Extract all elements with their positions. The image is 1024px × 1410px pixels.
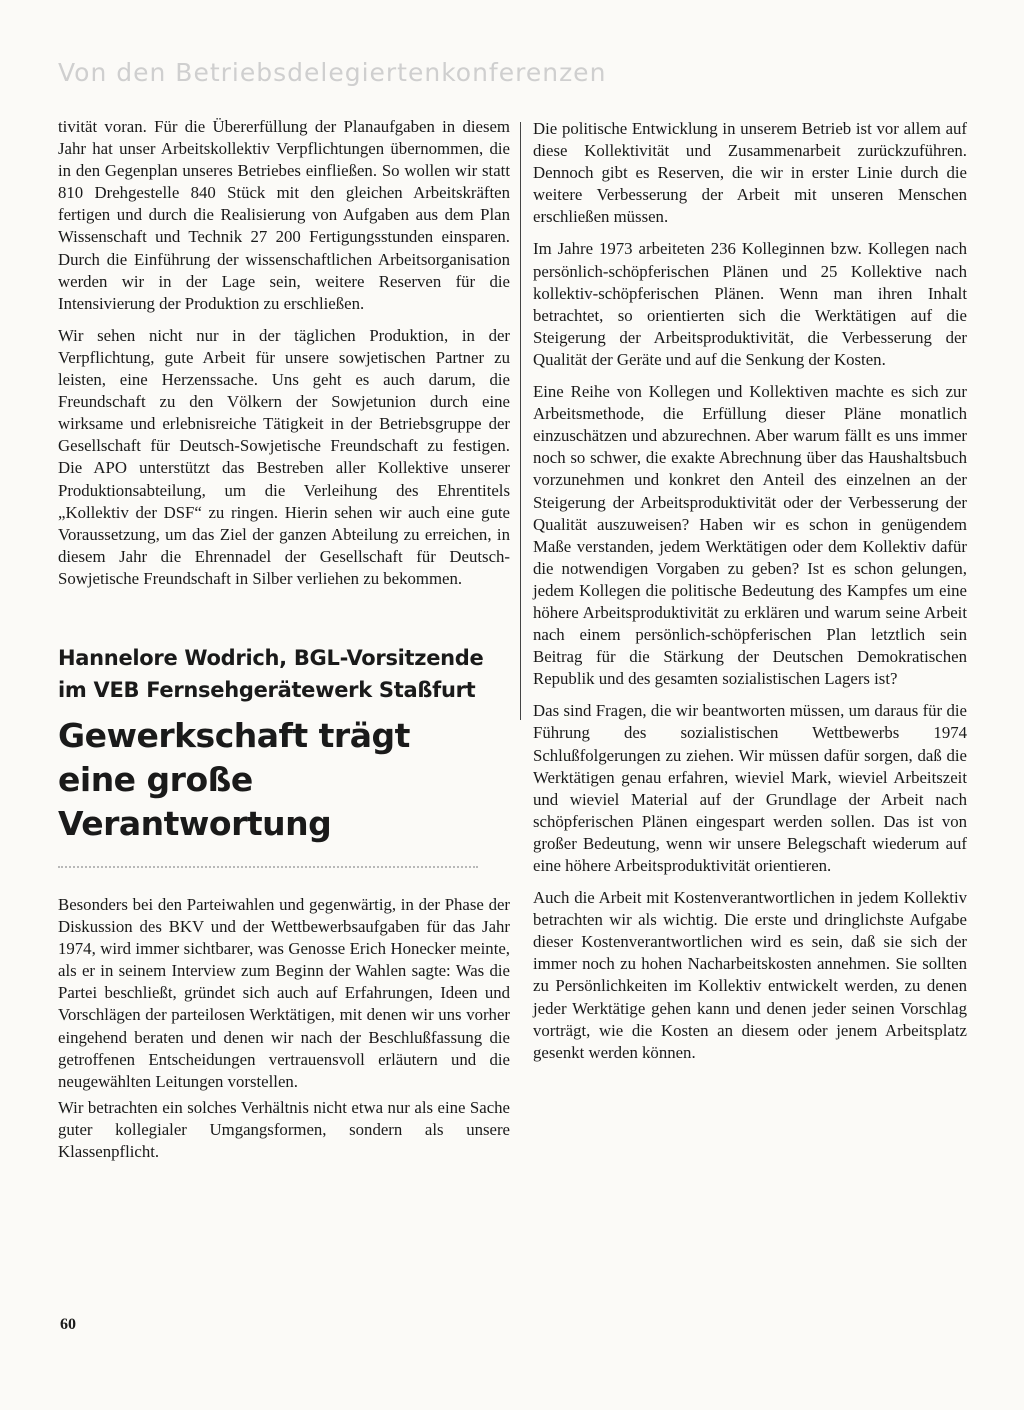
headline-line: eine große Verantwortung <box>58 759 332 843</box>
author-line: Hannelore Wodrich, BGL-Vorsitzende <box>58 645 484 670</box>
article-author <box>58 642 510 706</box>
headline-divider <box>58 866 478 868</box>
paragraph: Wir sehen nicht nur in der täglichen Produktion, in der Verpflichtung, gute Arbeit für unsere sowjetischen Partner zu leisten, eine Herzenssache. Uns geht es auch darum, die Freundschaft zu den Völkern der Sowjetunion durch eine wirksame und erlebnisreiche Tätigkeit in der Betriebsgruppe der Gesellschaft für Deutsch-Sowjetische Freundschaft zu festigen. Die APO unterstützt das Bestreben aller Kollektive unserer Produktionsabteilung, um die Verleihung des Ehrentitels „Kollektiv der DSF“ zu ringen. Hierin sehen wir auch eine gute Voraussetzung, um das Ziel der ganzen Abteilung zu erreichen, in diesem Jahr die Ehrennadel der Gesellschaft für Deutsch-Sowjetische Freundschaft in Silber verliehen zu bekommen. <box>58 325 510 588</box>
left-column <box>58 116 510 1173</box>
paragraph: Wir betrachten ein solches Verhältnis nicht etwa nur als eine Sache guter kollegialer Umgangsformen, sondern als unsere Klassenpflicht. <box>58 1097 510 1161</box>
article-header <box>58 642 510 868</box>
paragraph: Das sind Fragen, die wir beantworten müssen, um daraus für die Führung des sozialistischen Wettbewerbs 1974 Schlußfolgerungen zu ziehen. Wir müssen dafür sorgen, daß die Werktätigen genau erfahren, wieviel Mark, wieviel Arbeitszeit und wieviel Material auf der Grundlage der Arbeit nach schöpferischen Plänen eingespart werden sollen. Das ist von großer Bedeutung, wenn wir unsere Belegschaft wiederum auf eine höhere Arbeitsproduktivität orientieren. <box>533 701 967 875</box>
paragraph: Besonders bei den Parteiwahlen und gegenwärtig, in der Phase der Diskussion des BKV und der Wettbewerbsaufgaben für das Jahr 1974, wird immer sichtbarer, was Genosse Erich Honecker meinte, als er in seinem Interview zum Beginn der Wahlen sagte: Was die Partei beschließt, gründet sich auch auf Erfahrungen, Ideen und Vorschlägen der parteilosen Werktätigen, mit denen wir uns vorher eingehend beraten und denen wir nach der Beschlußfassung die getroffenen Entscheidungen vertrauensvoll erläutern und die neugewählten Leitungen vorstellen. <box>58 894 510 1091</box>
right-column <box>533 118 967 1074</box>
headline-line: Gewerkschaft trägt <box>58 715 410 755</box>
paragraph: tivität voran. Für die Übererfüllung der Planaufgaben in diesem Jahr hat unser Arbeitskollektiv Verpflichtungen übernommen, die in den Gegenplan unseres Betriebes einfließen. So wollen wir statt 810 Drehgestelle 840 Stück mit den gleichen Arbeitskräften fertigen und durch die Realisierung von Aufgaben aus dem Plan Wissenschaft und Technik 27 200 Fertigungsstunden einsparen. Durch die Einführung der wissenschaftlichen Arbeitsorganisation werden wir in der Lage sein, weitere Reserven für die Intensivierung der Produktion zu erschließen. <box>58 117 510 313</box>
author-line: im VEB Fernsehgerätewerk Staßfurt <box>58 677 476 702</box>
running-head: Von den Betriebsdelegiertenkonferenzen <box>58 58 607 87</box>
paragraph: Die politische Entwicklung in unserem Betrieb ist vor allem auf diese Kollektivität und Zusammenarbeit zurückzuführen. Dennoch gibt es Reserven, die wir in erster Linie durch die weitere Verbesserung der Arbeit mit unseren Menschen erschließen müssen. <box>533 119 967 227</box>
paragraph: Eine Reihe von Kollegen und Kollektiven machte es sich zur Arbeitsmethode, die Erfüllung dieser Pläne monatlich einzuschätzen und abzurechnen. Aber warum fällt es uns immer noch so schwer, die exakte Abrechnung über das Haushaltsbuch vorzunehmen und konkret den Anteil des einzelnen an der Steigerung der Arbeitsproduktivität oder der Verbesserung der Qualität auszuweisen? Haben wir es schon in genügendem Maße verstanden, jedem Werktätigen oder dem Kollektiv dafür die notwendigen Vorgaben zu geben? Ist es schon gelungen, jedem Kollegen die politische Bedeutung des Kampfes um eine höhere Arbeitsproduktivität zu erklären und warum seine Arbeit nach einem persönlich-schöpferischen Plan letztlich sein Beitrag für die Stärkung der Deutschen Demokratischen Republik und des gesamten sozialistischen Lagers ist? <box>533 382 967 689</box>
article-headline <box>58 714 510 846</box>
page-number: 60 <box>60 1316 76 1333</box>
paragraph: Auch die Arbeit mit Kostenverantwortlichen in jedem Kollektiv betrachten wir als wichtig. Die erste und dringlichste Aufgabe dieser Kostenverantwortlichen wird es sein, daß sie sich der immer noch zu hohen Nacharbeitskosten annehmen. Sie sollten zu Persönlichkeiten im Kollektiv entwickelt werden, zu denen jeder Werktätige gehen kann und denen jeder seinen Vorschlag vorträgt, wie die Kosten an diesem oder jenem Arbeitsplatz gesenkt werden können. <box>533 888 967 1062</box>
paragraph: Im Jahre 1973 arbeiteten 236 Kolleginnen bzw. Kollegen nach persönlich-schöpferischen Plänen und 25 Kollektive nach kollektiv-schöpferischen Plänen. Wenn man ihren Inhalt betrachtet, so orientierten sich die Werktätigen auf die Steigerung der Arbeitsproduktivität, die Verbesserung der Qualität der Geräte und auf die Senkung der Kosten. <box>533 239 967 369</box>
column-rule <box>520 122 521 720</box>
